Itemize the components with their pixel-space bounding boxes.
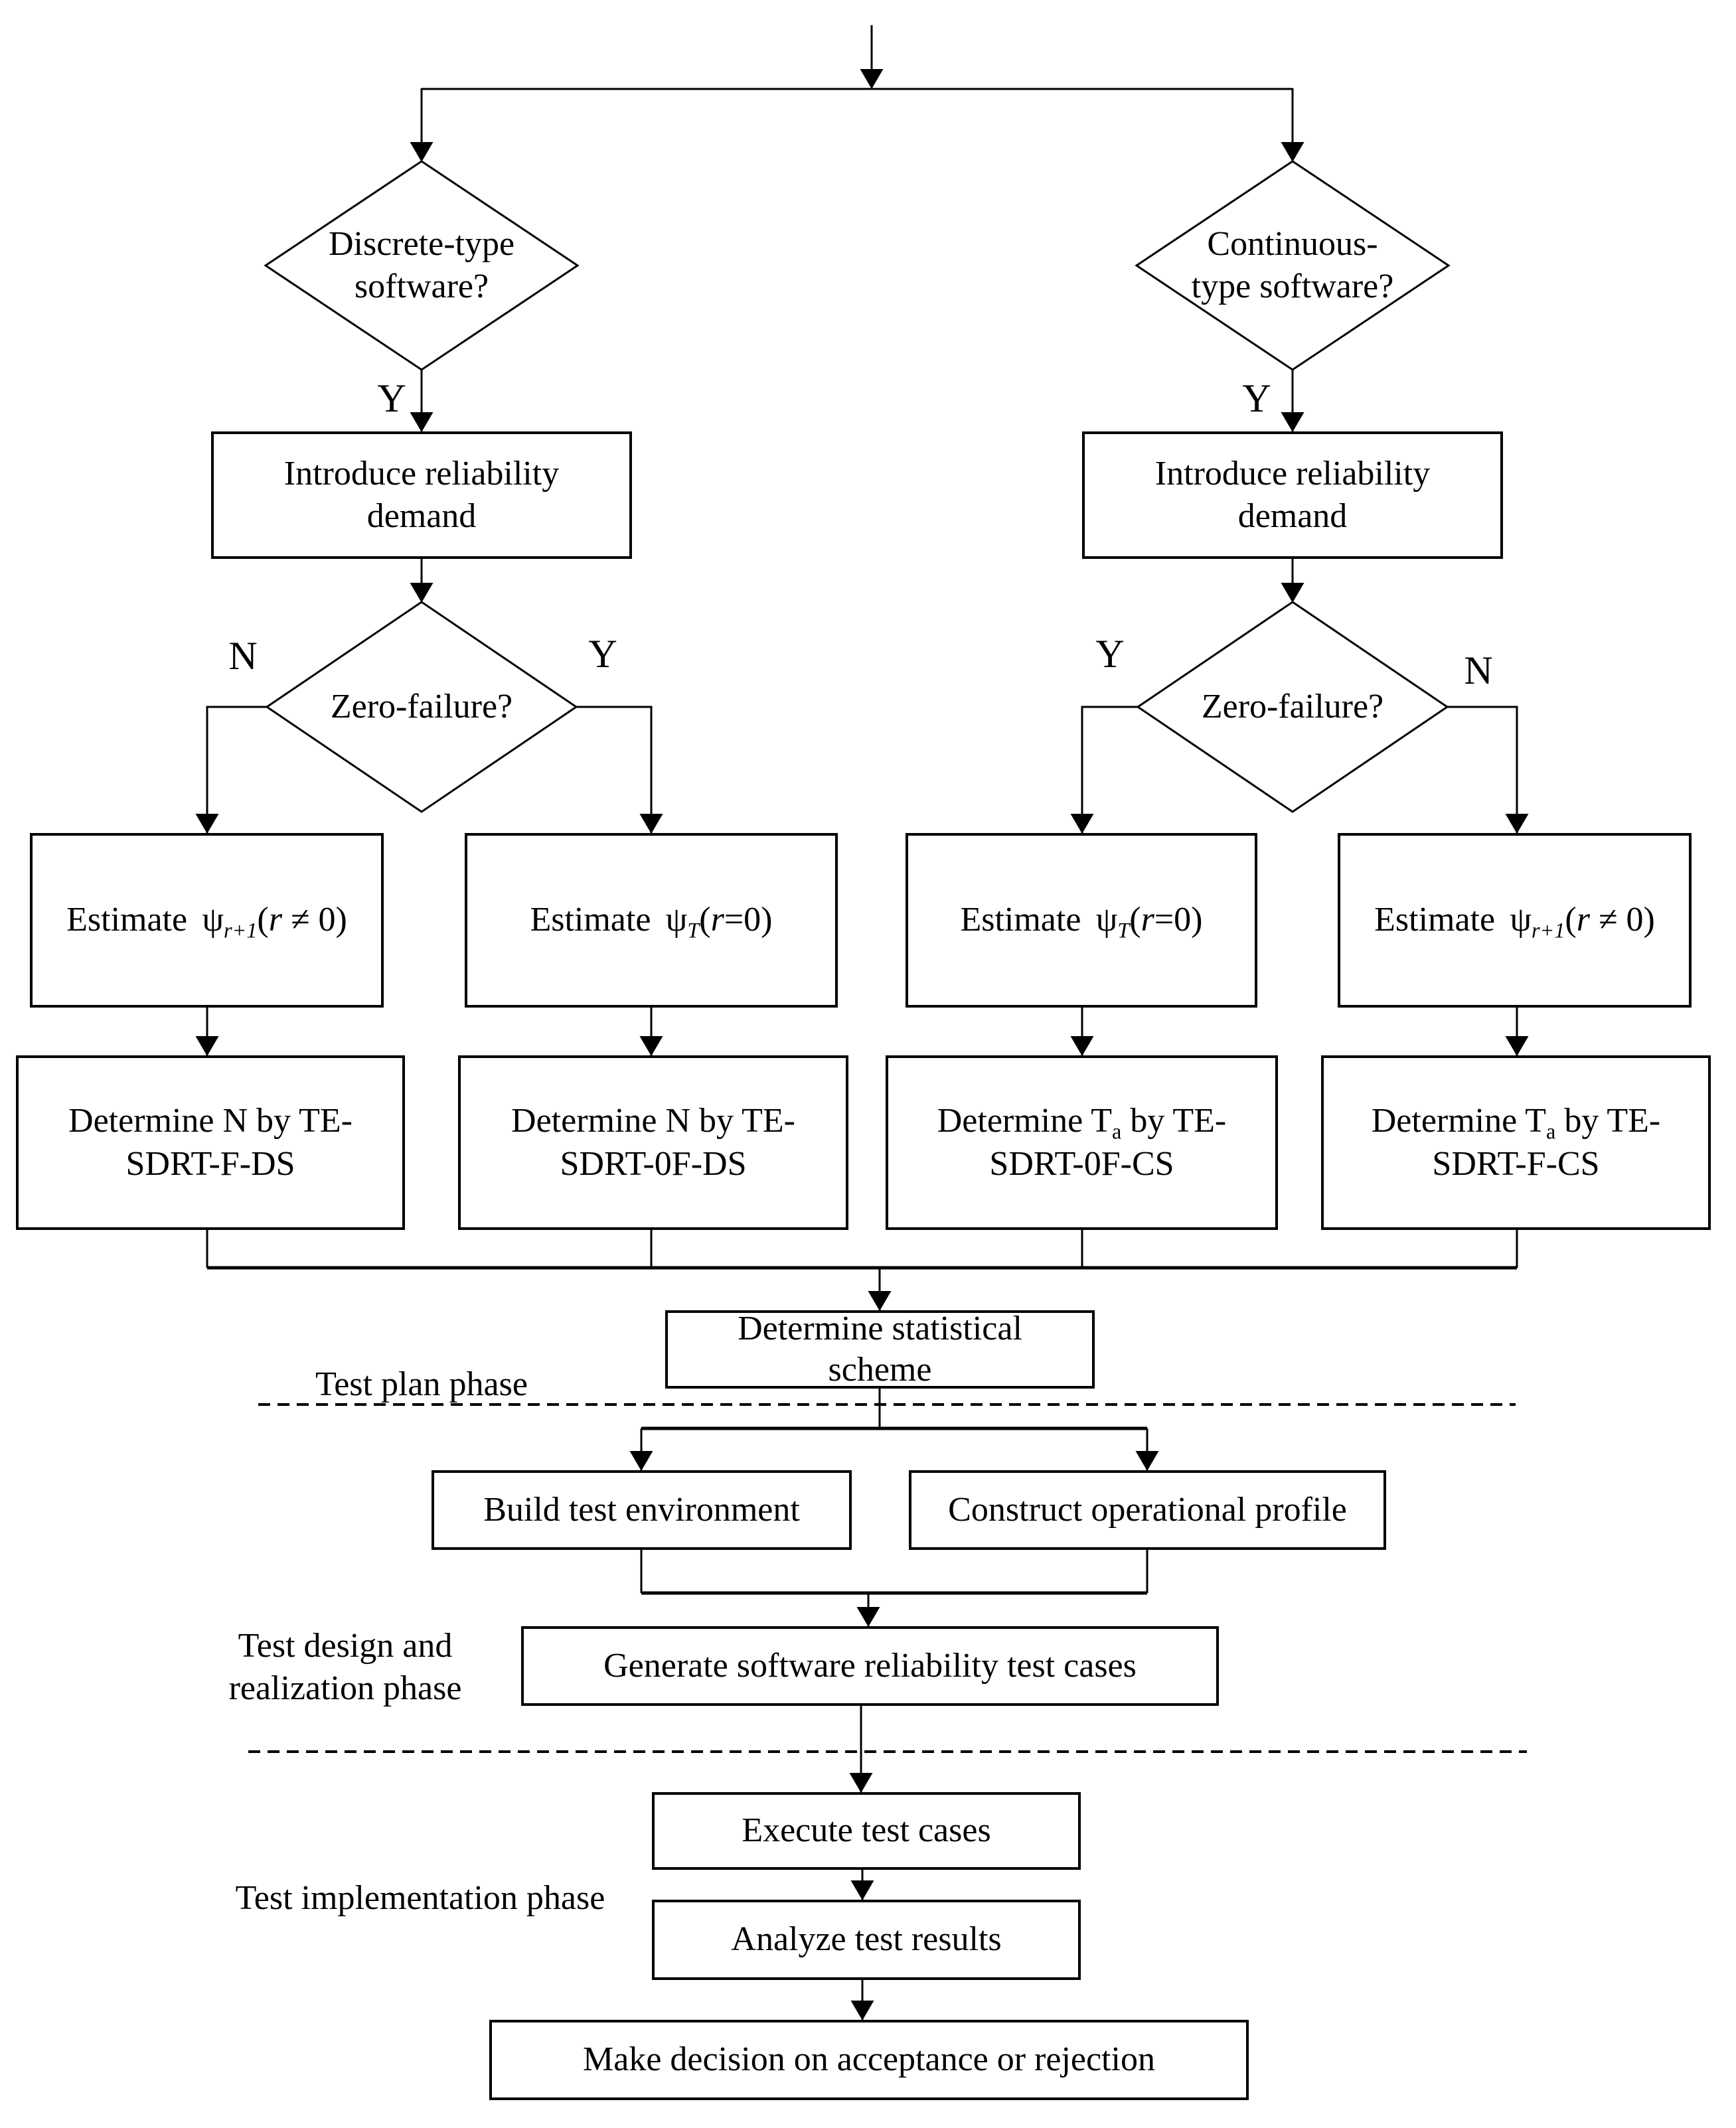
determine-f-cs-line-2: SDRT-F-CS: [1432, 1144, 1600, 1183]
estimate-0f-ds-formula: Estimate $\psi_T(r=0)$: [530, 901, 773, 943]
discrete-line-1: Discrete-type: [328, 224, 515, 263]
phase-label-test-design: [219, 1620, 471, 1715]
continuous-line-1: Continuous-: [1207, 224, 1378, 263]
continuous-diamond-label: [1160, 196, 1425, 335]
zero-failure-right-label: [1140, 674, 1445, 740]
phase-label-test-implementation: Test implementation phase: [235, 1878, 605, 1917]
discrete-line-2: software?: [354, 267, 489, 305]
phase-label-test-plan: Test plan phase: [315, 1365, 528, 1403]
branch-label-yes-discrete: Y: [377, 376, 406, 420]
zero-failure-left-label: [269, 674, 574, 740]
build-environment-box: Build test environment: [432, 1470, 852, 1550]
branch-n-right: [1447, 707, 1517, 833]
psi-symbol: ψ: [665, 901, 688, 939]
psi-symbol: ψ: [1095, 901, 1118, 939]
determine-box-0f-cs: [886, 1055, 1278, 1230]
continuous-line-2: type software?: [1191, 267, 1394, 305]
branch-label-no-left: N: [228, 633, 258, 678]
determine-0f-ds-line-2: SDRT-0F-DS: [560, 1144, 747, 1183]
stats-line-1: Determine statistical: [738, 1309, 1022, 1347]
branch-y-left: [576, 707, 651, 833]
estimate-0f-cs-formula: Estimate $\psi_T(r=0)$: [960, 901, 1203, 943]
determine-box-f-cs: [1321, 1055, 1711, 1230]
analyze-results-box: Analyze test results: [652, 1900, 1081, 1980]
branch-n-left: [207, 707, 267, 833]
zero-failure-right-text: Zero-failure?: [1201, 687, 1384, 725]
introduce-left-line-2: demand: [366, 497, 477, 535]
determine-0f-cs-line-1: Determine $T_a$ by TE-: [937, 1102, 1227, 1144]
estimate-f-ds-formula: Estimate $\psi_{r+1}(r \ne 0)$: [66, 901, 347, 943]
determine-f-ds-line-2: SDRT-F-DS: [125, 1144, 295, 1183]
estimate-box-0f-cs: [906, 833, 1257, 1008]
decision-box: Make decision on acceptance or rejection: [489, 2020, 1249, 2100]
stats-scheme-box: [665, 1310, 1095, 1389]
psi-symbol: ψ: [202, 901, 224, 939]
branch-label-yes-right: Y: [1095, 631, 1125, 676]
psi-symbol: ψ: [1510, 901, 1532, 939]
phase-design-line-1: Test design and: [238, 1626, 453, 1665]
discrete-diamond-label: [289, 196, 554, 335]
construct-profile-box: Construct operational profile: [909, 1470, 1386, 1550]
introduce-reliability-box-right: [1082, 431, 1503, 559]
introduce-left-line-1: Introduce reliability: [283, 454, 560, 493]
determine-f-ds-line-1: Determine N by TE-: [68, 1102, 353, 1140]
introduce-right-line-1: Introduce reliability: [1154, 454, 1431, 493]
introduce-reliability-box-left: [211, 431, 632, 559]
determine-box-0f-ds: [458, 1055, 848, 1230]
execute-test-cases-box: Execute test cases: [652, 1792, 1081, 1870]
generate-test-cases-box: Generate software reliability test cases: [521, 1626, 1219, 1706]
determine-f-cs-line-1: Determine $T_a$ by TE-: [1371, 1102, 1661, 1144]
branch-y-right: [1082, 707, 1138, 833]
zero-failure-left-text: Zero-failure?: [330, 687, 513, 725]
phase-design-line-2: realization phase: [228, 1669, 462, 1707]
estimate-box-f-cs: [1338, 833, 1692, 1008]
introduce-right-line-2: demand: [1237, 497, 1348, 535]
branch-label-yes-continuous: Y: [1242, 376, 1271, 420]
determine-0f-ds-line-1: Determine N by TE-: [511, 1102, 795, 1140]
determine-box-f-ds: [16, 1055, 405, 1230]
determine-0f-cs-line-2: SDRT-0F-CS: [989, 1144, 1174, 1183]
estimate-box-f-ds: [30, 833, 384, 1008]
branch-label-no-right: N: [1464, 648, 1493, 692]
estimate-f-cs-formula: Estimate $\psi_{r+1}(r \ne 0)$: [1374, 901, 1655, 943]
branch-label-yes-left: Y: [588, 631, 617, 676]
stats-line-2: scheme: [828, 1351, 932, 1389]
estimate-box-0f-ds: [465, 833, 838, 1008]
